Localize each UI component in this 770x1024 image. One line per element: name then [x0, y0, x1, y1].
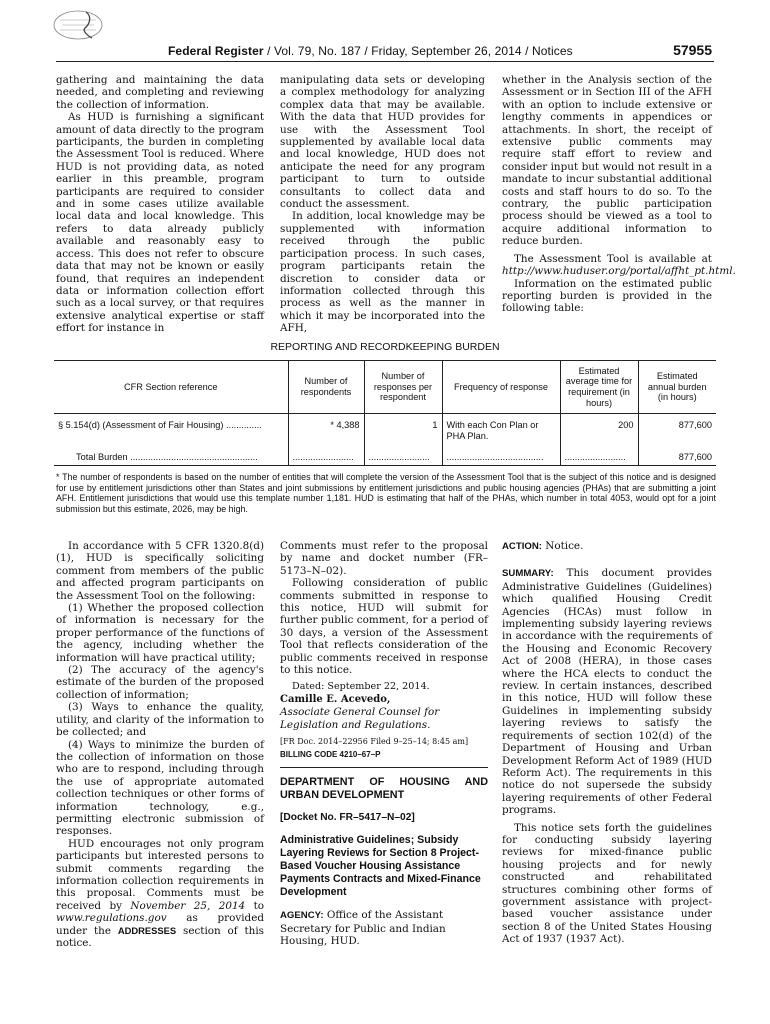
column-header: Number of responses per respondent [364, 361, 442, 414]
paragraph: Information on the estimated public reporting burden is provided in the following table: [502, 277, 712, 315]
text: as provided under the [56, 912, 264, 937]
addresses-ref: ADDRESSES [117, 924, 177, 936]
table-footnote: * The number of respondents is based on the number of entities that will complete the version of the Assessment Tool that is the subject of this notice and is designed for use by entitlement jurisdictions other than States and joint submissions by entitlement jurisdictions and public housing agencies (PHAs) that are submitting a joint AFH. Entitlement jurisdictions that would use this template number 1,181. HUD is estimating that half of the PHAs, which number in total 4053, would opt for a joint submission but this estimate, 2026, may be high. [56, 472, 716, 514]
text: to [245, 899, 265, 912]
table-cell: ........................ [288, 450, 364, 466]
column-header: Estimated average time for requirement (in hours) [560, 361, 638, 414]
paragraph: (3) Ways to enhance the quality, utility, and clarity of the information to be collected; and [56, 701, 264, 739]
table-cell: ........................ [364, 450, 442, 466]
table-cell: 1 [364, 414, 442, 451]
column-header: Estimated annual burden (in hours) [638, 361, 716, 414]
table-header-row [54, 361, 716, 414]
text: section of this notice. [56, 924, 264, 949]
top-column-2 [280, 74, 485, 335]
table-cell: § 5.154(d) (Assessment of Fair Housing) .............. [58, 420, 262, 430]
paragraph: In addition, local knowledge may be supplemented with information received through the public participation process. In such cases, program participants retain the discretion to consider data or information collected through this process as well as the manner in which it may be incorporated into the AFH, [280, 210, 485, 335]
running-header [168, 44, 573, 58]
agency-text: Office of the Assistant Secretary for Public and Indian Housing, HUD. [280, 909, 446, 948]
section-rule [280, 767, 488, 768]
table-cell: 200 [560, 414, 638, 451]
fr-doc-line: [FR Doc. 2014–22956 Filed 9–25–14; 8:45 am] [280, 737, 469, 747]
paragraph: As HUD is furnishing a significant amount of data directly to the program participants, the burden in completing the Assessment Tool is reduced. Where HUD is not providing data, as noted earlier in this preamble, program participants are required to consider and in some cases utilize available local data and local knowledge. This refers to data already publicly available and reasonably easy to access. This does not refer to obscure data that may not be known or easily found, that requires an independent data or information collection effort such as a local survey, or that requires extensive analytical expertise or staff effort for instance in [56, 111, 264, 335]
notice-title: Administrative Guidelines; Subsidy Layering Reviews for Section 8 Project-Based Voucher Housing Assistance Payments Contracts and Mixed-Finance Development [280, 834, 481, 899]
table-title: REPORTING AND RECORDKEEPING BURDEN [270, 341, 500, 353]
signer-title: Associate General Counsel for Legislation and Regulations. [280, 706, 440, 731]
column-header: Frequency of response [442, 361, 560, 414]
paragraph: In accordance with 5 CFR 1320.8(d)(1), HUD is specifically soliciting comment from members of the public and affected program participants on the Assessment Tool on the following: [56, 540, 264, 602]
action-label: ACTION: [502, 541, 542, 552]
summary-text: This document provides Administrative Guidelines (Guidelines) which qualified Housing Credit Agencies (HCAs) must follow in implementing subsidy layering reviews in accordance with the requirements of the Housing and Economic Recovery Act of 2008 (HERA), in those cases where the HCA elects to conduct the review. In certain instances, described in this notice, HUD will follow these Guidelines in implementing subsidy layering reviews to satisfy the requirements of section 102(d) of the Department of Housing and Urban Development Reform Act of 1989 (HUD Reform Act). The requirements in this notice do not supersede the subsidy layering requirements of other Federal programs. [502, 567, 712, 817]
paragraph: manipulating data sets or developing a complex methodology for analyzing complex data that may be available. With the data that HUD provides for use with the Assessment Tool supplemented by available local data and local knowledge, HUD does not anticipate the need for any program participant to turn to outside consultants to collect data and conduct the assessment. [280, 74, 485, 211]
table-cell: 877,600 [638, 450, 716, 466]
text: HUD encourages not only program participants but interested persons to submit comments regarding the information collection requirements in this proposal. Comments must be received by [56, 837, 264, 912]
top-column-3 [502, 74, 736, 315]
paragraph: whether in the Analysis section of the Assessment or in Section III of the AFH with an option to include extensive or lengthy comments in appendices or attachments. In short, the receipt of extensive public comments may require staff effort to review and consider input but would not result in a mandate to incur substantial additional costs and staff hours to do so. To the contrary, the public participation process should be viewed as a tool to acquire additional information to reduce burden. [502, 74, 712, 248]
paragraph: Comments must refer to the proposal by name and docket number (FR–5173–N–02). [280, 540, 488, 577]
column-header: CFR Section reference [54, 361, 288, 414]
publisher-logo [52, 8, 104, 42]
summary-label: SUMMARY: [502, 568, 554, 580]
table-cell: Total Burden .................................................. [54, 450, 288, 466]
regulations-gov-link[interactable]: www.regulations.gov [56, 912, 167, 925]
bottom-column-1 [56, 540, 264, 949]
table-cell: * 4,388 [288, 414, 364, 451]
table-cell: With each Con Plan or PHA Plan. [442, 414, 560, 451]
paragraph [502, 252, 736, 278]
paragraph [56, 838, 264, 950]
summary-paragraph [502, 567, 712, 816]
period: . [732, 265, 736, 278]
docket-number: [Docket No. FR–5417–N–02] [280, 811, 415, 823]
table-cell: ...................................... [442, 450, 560, 466]
dated-line: Dated: September 22, 2014. [292, 681, 430, 693]
bottom-column-3 [502, 540, 712, 946]
deadline-date: November 25, 2014 [130, 899, 246, 912]
column-header: Number of respondents [288, 361, 364, 414]
signer-name: Camille E. Acevedo, [280, 693, 391, 705]
table-cell: ........................ [560, 450, 638, 466]
paragraph: Following consideration of public comments submitted in response to this notice, HUD will submit for further public comment, for a period of 30 days, a version of the Assessment Tool that reflects consideration of the public comments received in response to this notice. [280, 577, 488, 677]
paragraph: (2) The accuracy of the agency's estimate of the burden of the proposed collection of information; [56, 664, 264, 701]
agency-label: AGENCY: [280, 910, 324, 922]
billing-code: BILLING CODE 4210–67–P [280, 749, 381, 759]
issue-details: / Vol. 79, No. 187 / Friday, September 26, 2014 / Notices [263, 44, 573, 58]
table-total-row [54, 450, 716, 466]
tool-url-link[interactable]: http://www.huduser.org/portal/affht_pt.html [502, 265, 733, 278]
paragraph: (1) Whether the proposed collection of information is necessary for the proper performance of the functions of the agency, including whether the information will have practical utility; [56, 602, 264, 664]
table-cell: 877,600 [638, 414, 716, 451]
action-paragraph [502, 540, 712, 553]
journal-name: Federal Register [168, 44, 264, 58]
paragraph: gathering and maintaining the data needed, and completing and reviewing the collection of information. [56, 74, 264, 111]
header-rule [56, 61, 714, 62]
table-row [54, 414, 716, 451]
department-heading: DEPARTMENT OF HOUSING AND URBAN DEVELOPMENT [280, 775, 488, 801]
page-number: 57955 [673, 42, 712, 58]
tool-intro: The Assessment Tool is available at [514, 252, 712, 265]
bottom-column-2 [280, 540, 488, 948]
paragraph: (4) Ways to minimize the burden of the collection of information on those who are to respond, including through the use of appropriate automated collection techniques or other forms of information technology, e.g., permitting electronic submission of responses. [56, 738, 264, 838]
top-column-1 [56, 74, 264, 335]
action-text: Notice. [541, 540, 584, 552]
paragraph: This notice sets forth the guidelines for conducting subsidy layering reviews for mixed-finance public housing projects and for newly constructed and rehabilitated structures combining other forms of government assistance with project-based voucher assistance under section 8 of the United States Housing Act of 1937 (1937 Act). [502, 821, 712, 946]
burden-table [54, 360, 716, 466]
agency-paragraph [280, 909, 488, 947]
